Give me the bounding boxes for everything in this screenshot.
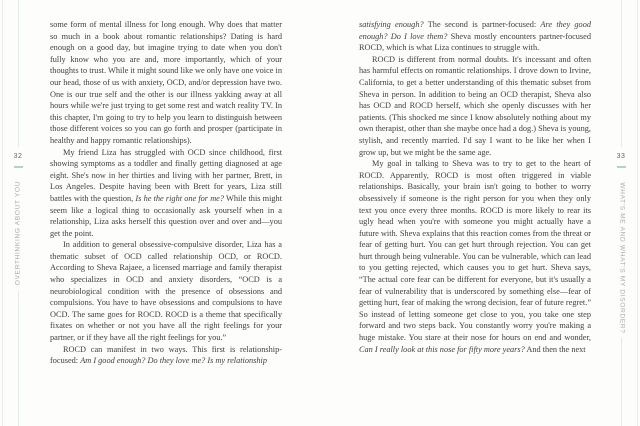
body-paragraph: ROCD is different from normal doubts. It's incessant and often has harmful effects on romantic relationships. I drove down to Irvine, California, to get a better understanding of this thematic subset from Sheva in person. In addition to being an OCD therapist, Sheva also has OCD and ROCD herself, which she openly discusses with her patients. (This shocked me since I know absolutely nothing about my own therapist, other than she maybe once had a dog.) Sheva is young, stylish, and recently married. I'd say I want to be like her when I grow up, but we might be the same age. — [359, 54, 591, 157]
body-paragraph: some form of mental illness for long enough. Why does that matter so much in a book about romantic relationships? Dating is hard enough on a good day, but imagine trying to date when you don't fully know who you are and, more importantly, which of your thoughts to trust. While it might sound like we only have one voice in our head, those of us with anxiety, OCD, and/or depression have two. One is our true self and the other is our illness yakking away at all hours while we're just trying to get some rest and watch reality TV. In this chapter, I'm going to try to help you learn to distinguish between those different voices so you can go forth and prosper (participate in healthy and happy romantic relationships). — [50, 20, 282, 145]
body-paragraph: In addition to general obsessive-compulsive disorder, Liza has a thematic subset of OCD called relationship OCD, or ROCD. According to Sheva Rajaee, a licensed marriage and family therapist who specializes in OCD and anxiety disorders, “OCD is a neurobiological condition with the presence of obsessions and compulsions. You have to have obsessions and compulsions to have OCD. The same goes for ROCD. ROCD is a theme that specifically fixates on whether or not you have all the right feelings for your partner, or if they have all the right feelings for you.” — [50, 240, 282, 343]
body-paragraph: My friend Liza has struggled with OCD since childhood, first showing symptoms as a toddler and finally getting diagnosed at age eight. She's now in her thirties and living with her partner, Brett, in Los Angeles. Despite having been with Brett for years, Liza still battles with the question, Is he the right one for me? While this might seem like a logical thing to occasionally ask yourself when in a relationship, Liza asks herself this question over and over and—you get the point. — [50, 147, 283, 238]
page-edge-line-left — [2, 0, 3, 426]
margin-rule — [18, 291, 19, 426]
page-number: 33 — [616, 153, 626, 160]
body-paragraph: My goal in talking to Sheva was to try to get to the heart of ROCD. Apparently, ROCD is most often triggered in viable relationships. Basically, your brain isn't going to bother to worry obsessively if someone is the right person for you when they only text you once every three months. ROCD is more likely to rear its ugly head when you're with someone you might actually have a future with. Sheva explains that this reaction comes from the threat or fear of getting hurt. You can get hurt through rejection. You can get hurt through being vulnerable. You can be vulnerable, which can lead to you getting rejected, which causes you to get hurt. Sheva says, “The actual core fear can be different for everyone, but it's usually a fear of vulnerability that is underscored by something else—fear of getting hurt, fear of making the wrong decision, fear of future regret.” So instead of letting someone get close to you, you take one step forward and two steps back. You constantly worry you're making a huge mistake. You stare at their nose for hours on end and wonder, Can I really look at this nose for fifty more years? And then the next — [359, 159, 591, 354]
page-edge-line-right — [637, 0, 638, 426]
body-paragraph: satisfying enough? The second is partner-focused: Are they good enough? Do I love them? Sheva mostly encounters partner-focused ROCD, which is what Liza continues to struggle with. — [359, 20, 592, 53]
page-number: 32 — [13, 153, 23, 160]
margin-rule — [621, 0, 622, 147]
running-head: WHAT'S ME AND WHAT'S MY DISORDER? — [618, 182, 626, 334]
accent-dash — [617, 166, 626, 168]
accent-dash — [14, 166, 23, 168]
margin-rule — [621, 338, 622, 426]
margin-rule — [18, 0, 19, 147]
text-column — [50, 19, 282, 367]
text-column — [359, 19, 591, 355]
body-paragraph: ROCD can manifest in two ways. This first is relationship-focused: Am I good enough? Do they love me? Is my relationship — [50, 344, 282, 366]
running-head: OVERTHINKING ABOUT YOU — [14, 180, 22, 286]
